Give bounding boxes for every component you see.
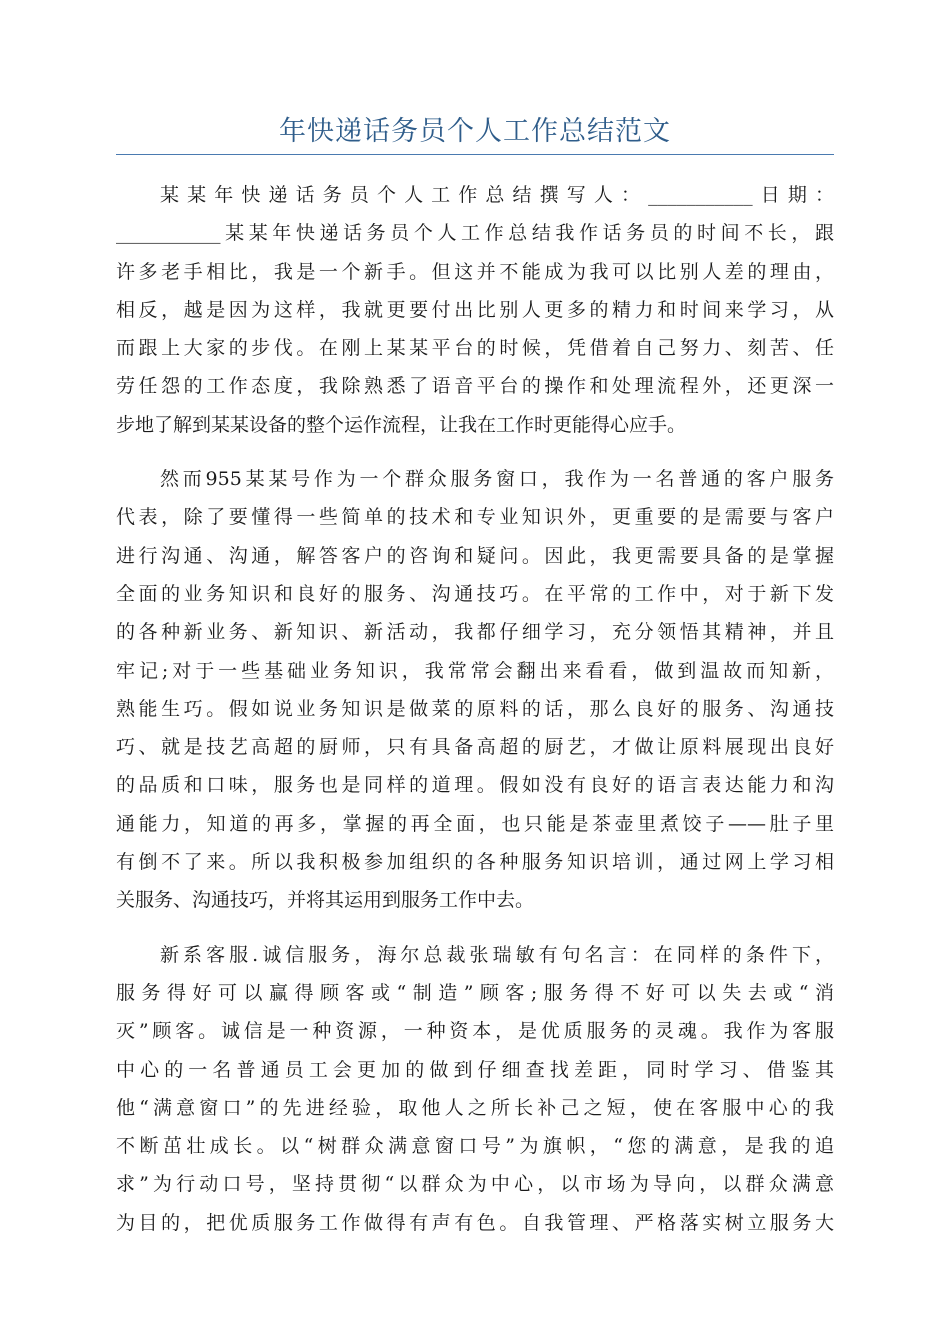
text-line: 全面的业务知识和良好的服务、沟通技巧。在平常的工作中，对于新下发 [116, 582, 834, 605]
text-line: 灭”顾客。诚信是一种资源，一种资本，是优质服务的灵魂。我作为客服 [116, 1020, 834, 1043]
text-line: 相反，越是因为这样，我就更要付出比别人更多的精力和时间来学习，从 [116, 298, 834, 321]
document-title: 年快递话务员个人工作总结范文 [279, 116, 671, 147]
paragraph [116, 936, 834, 1242]
document-body [116, 176, 834, 1258]
text-line: 的品质和口味，服务也是同样的道理。假如没有良好的语言表达能力和沟 [116, 774, 834, 797]
text-line: 为目的，把优质服务工作做得有声有色。自我管理、严格落实树立服务大 [116, 1211, 834, 1234]
text-line: 服务得好可以赢得顾客或“制造”顾客;服务得不好可以失去或“消 [116, 981, 834, 1004]
text-line: 通能力，知道的再多，掌握的再全面，也只能是茶壶里煮饺子——肚子里 [116, 812, 834, 835]
text-line: 不断茁壮成长。以“树群众满意窗口号”为旗帜，“您的满意，是我的追 [116, 1135, 834, 1158]
text-line: 的各种新业务、新知识、新活动，我都仔细学习，充分领悟其精神，并且 [116, 621, 834, 644]
text-line: 牢记;对于一些基础业务知识，我常常会翻出来看看，做到温故而知新， [116, 659, 834, 682]
text-line: ___________某某年快递话务员个人工作总结我作话务员的时间不长，跟 [116, 222, 834, 245]
paragraph [116, 176, 834, 444]
text-line: 有倒不了来。所以我积极参加组织的各种服务知识培训，通过网上学习相 [116, 851, 834, 874]
title-underline [116, 154, 834, 155]
text-line: 熟能生巧。假如说业务知识是做菜的原料的话，那么良好的服务、沟通技 [116, 697, 834, 720]
paragraph [116, 460, 834, 920]
text-line: 某某年快递话务员个人工作总结撰写人：___________日期： [160, 184, 834, 206]
text-line: 然而955某某号作为一个群众服务窗口，我作为一名普通的客户服务 [160, 468, 834, 491]
text-line: 劳任怨的工作态度，我除熟悉了语音平台的操作和处理流程外，还更深一 [116, 375, 834, 398]
text-line: 新系客服.诚信服务，海尔总裁张瑞敏有句名言：在同样的条件下， [160, 943, 834, 966]
text-line: 关服务、沟通技巧，并将其运用到服务工作中去。 [116, 889, 535, 912]
text-line: 代表，除了要懂得一些简单的技术和专业知识外，更重要的是需要与客户 [116, 506, 834, 529]
text-line: 他“满意窗口”的先进经验，取他人之所长补己之短，使在客服中心的我 [116, 1096, 834, 1119]
text-line: 许多老手相比，我是一个新手。但这并不能成为我可以比别人差的理由， [116, 260, 834, 283]
text-line: 中心的一名普通员工会更加的做到仔细查找差距，同时学习、借鉴其 [116, 1058, 834, 1081]
text-line: 求”为行动口号，坚持贯彻“以群众为中心，以市场为导向，以群众满意 [116, 1173, 834, 1196]
text-line: 巧、就是技艺高超的厨师，只有具备高超的厨艺，才做让原料展现出良好 [116, 736, 834, 759]
text-line: 而跟上大家的步伐。在刚上某某平台的时候，凭借着自己努力、刻苦、任 [116, 337, 834, 360]
text-line: 步地了解到某某设备的整个运作流程，让我在工作时更能得心应手。 [116, 413, 687, 436]
text-line: 进行沟通、沟通，解答客户的咨询和疑问。因此，我更需要具备的是掌握 [116, 544, 834, 567]
